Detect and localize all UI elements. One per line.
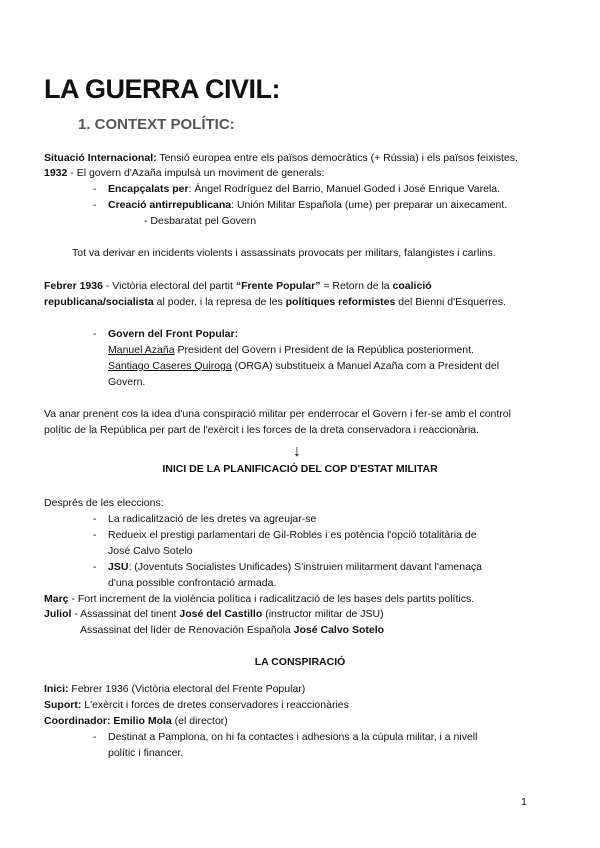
inici-line: Inici: Febrer 1936 (Victòria electoral del Frente Popular) [44,683,306,695]
dash-marker: - [93,199,97,211]
feb-line-1: Febrer 1936 - Victòria electoral del partit “Frente Popular” = Retorn de la coalició [44,280,432,292]
list-item: JSU: (Joventuts Socialistes Unificades) S'instruien militarment davant l'amenaça [108,561,483,573]
list-item: Creació antirrepublicana: Unión Militar Española (ume) per preparar un aixecament. [108,199,508,211]
list-item-cont: polític i financer. [108,747,184,759]
feb-line-2: republicana/socialista al poder, i la represa de les polítiques reformistes del Bienni d'Esquerres. [44,296,506,308]
intl-line: Situació Internacional: Tensió europea entre els països democràtics (+ Rússia) i els països feixistes. [44,152,518,164]
juliol-line-2: Assassinat del líder de Renovación Española José Calvo Sotelo [80,624,385,636]
heading-planning: INICI DE LA PLANIFICACIÓ DEL COP D'ESTAT MILITAR [162,463,438,475]
paragraph: Va anar prenent cos la idea d'una conspiració militar per enderrocar el Govern i fer-se amb el control [44,408,511,420]
year-1932-line: 1932 - El govern d'Azaña impulsà un moviment de generals: [44,167,325,179]
paragraph: polític de la República per part de l'exèrcit i les forces de la dreta conservadora i reaccionària. [44,424,480,436]
gov-casares-line: Santiago Caseres Quiroga (ORGA) substitueix a Manuel Azaña com a President del [108,360,500,372]
dash-marker: - [93,183,97,195]
marc-line: Març - Fort increment de la violència política i radicalització de les bases dels partits polítics. [44,593,475,605]
juliol-line: Juliol - Assassinat del tinent José del Castillo (instructor militar de JSU) [44,608,384,620]
down-arrow-icon: ↓ [293,443,301,460]
list-item: Encapçalats per: Ángel Rodríguez del Barrio, Manuel Goded i José Enrique Varela. [108,183,501,195]
page-number: 1 [521,796,527,808]
dash-marker: - [93,731,97,743]
coordinador-line: Coordinador: Emilio Mola (el director) [44,715,228,727]
heading-conspiracy: LA CONSPIRACIÓ [254,656,346,668]
suport-line: Suport: L'exèrcit i forces de dretes conservadores i reaccionàries [44,699,349,711]
list-item-cont: José Calvo Sotelo [108,545,193,557]
page-title: LA GUERRA CIVIL: [44,74,280,104]
gov-azana-line: Manuel Azaña President del Govern i President de la República posteriorment. [108,344,474,356]
list-item: Redueix el prestigi parlamentari de Gil-Robles i es potència l'opció totalitària de [108,529,477,541]
dash-marker: - [93,529,97,541]
list-item: La radicalització de les dretes va agreujar-se [108,513,317,525]
list-item-heading: Govern del Front Popular: [108,328,239,340]
dash-marker: - [93,513,97,525]
list-item-cont: d'una possible confrontació armada. [108,577,277,589]
gov-casares-line-2: Govern. [108,376,146,388]
paragraph: Després de les eleccions: [44,497,164,509]
section-heading: 1. CONTEXT POLÍTIC: [78,116,235,133]
dash-marker: - [93,328,97,340]
dash-marker: - [93,561,97,573]
sub-item: - Desbaratat pel Govern [144,215,257,227]
paragraph: Tot va derivar en incidents violents i assassinats provocats per militars, falangistes i carlins. [72,247,496,259]
list-item: Destinat a Pamplona, on hi fa contactes i adhesions a la cúpula militar, i a nivell [108,731,478,743]
